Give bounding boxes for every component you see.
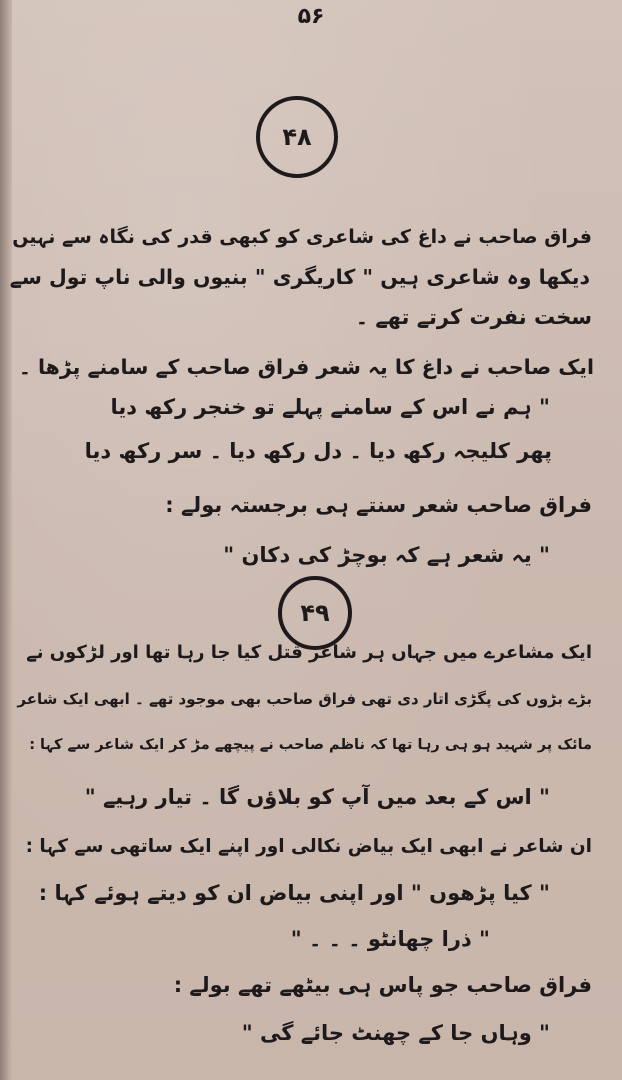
text-line: فراق صاحب شعر سنتے ہی برجستہ بولے : [165,493,592,517]
text-line: دیکھا وہ شاعری ہیں " کاریگری " بنیوں والی ناپ تول سے [9,265,590,289]
text-line: ایک مشاعرے میں جہاں ہر شاعر قتل کیا جا رہا تھا اور لڑکوں نے [26,642,592,663]
text-line: " ہم نے اس کے سامنے پہلے تو خنجر رکھ دیا [110,395,550,419]
text-line: فراق صاحب نے داغ کی شاعری کو کبھی قدر کی نگاہ سے نہیں [12,226,592,248]
text-line: ان شاعر نے ابھی ایک بیاض نکالی اور اپنے ایک ساتھی سے کہا : [25,836,592,857]
text-line: " ذرا چھانٹو ۔ ۔ ۔ " [290,927,490,951]
text-line: فراق صاحب جو پاس ہی بیٹھے تھے بولے : [173,973,592,997]
section-number-49: ۴۹ [278,576,352,650]
page-edge [0,0,12,1080]
text-line: مائک پر شہید ہو ہی رہا تھا کہ ناظم صاحب نے پیچھے مڑ کر ایک شاعر سے کہا : [29,737,592,753]
text-line: " وہاں جا کے چھنٹ جائے گی " [241,1021,550,1045]
section-number-48: ۴۸ [256,96,338,178]
text-line: پھر کلیجہ رکھ دیا ۔ دل رکھ دیا ۔ سر رکھ دیا [84,439,552,463]
text-line: " اس کے بعد میں آپ کو بلاؤں گا ۔ تیار رہیے " [84,785,550,809]
text-line: " کیا پڑھوں " اور اپنی بیاض ان کو دیتے ہوئے کہا : [38,881,550,905]
text-line: بڑے بڑوں کی پگڑی اتار دی تھی فراق صاحب بھی موجود تھے ۔ ابھی ایک شاعر [17,690,592,708]
text-line: سخت نفرت کرتے تھے ۔ [355,305,592,329]
text-line: " یہ شعر ہے کہ بوچڑ کی دکان " [223,543,550,567]
page-number: ۵۶ [297,4,325,29]
text-line: ایک صاحب نے داغ کا یہ شعر فراق صاحب کے سامنے پڑھا ۔ [18,355,594,379]
